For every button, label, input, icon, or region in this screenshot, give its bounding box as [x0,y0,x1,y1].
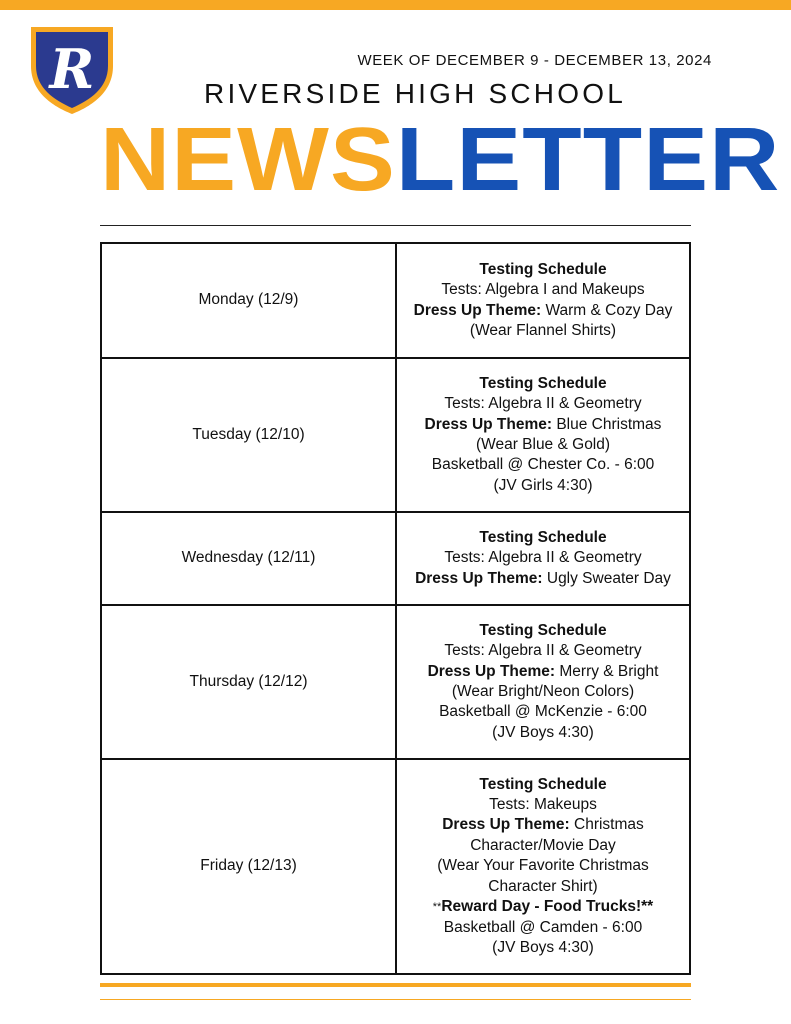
header-divider [100,225,691,226]
tests-text: Tests: Algebra II & Geometry [444,642,642,660]
top-gold-bar [0,0,791,10]
day-cell: Wednesday (12/11) [101,512,396,605]
theme-note: (Wear Your Favorite Christmas [437,857,649,875]
tests-text: Tests: Algebra I and Makeups [441,281,645,299]
event-note: (JV Boys 4:30) [492,938,594,956]
newsletter-masthead [100,110,780,210]
table-row [101,512,690,605]
theme-text: Blue Christmas [552,415,662,433]
info-cell [396,759,690,974]
theme-label: Dress Up Theme: [427,662,556,680]
theme-text: Merry & Bright [555,662,659,680]
masthead-letter: LETTER [395,110,781,210]
day-cell: Tuesday (12/10) [101,358,396,512]
theme-label: Dress Up Theme: [424,415,553,433]
table-row [101,358,690,512]
theme-text: Warm & Cozy Day [541,301,673,319]
day-cell: Monday (12/9) [101,243,396,358]
theme-label: Dress Up Theme: [413,301,542,319]
event-text: Basketball @ Camden - 6:00 [443,918,643,936]
reward-day-text: Reward Day - Food Trucks!** [441,898,654,916]
theme-text-line2: Character/Movie Day [470,836,616,854]
masthead-news: NEWS [100,110,396,210]
day-cell: Thursday (12/12) [101,605,396,759]
event-note: (JV Girls 4:30) [493,476,593,494]
table-row [101,243,690,358]
footer-gold-rule [100,983,691,987]
theme-note-line2: Character Shirt) [488,877,598,895]
testing-heading: Testing Schedule [479,528,607,546]
tests-text: Tests: Makeups [489,796,597,814]
tests-text: Tests: Algebra II & Geometry [444,395,642,413]
reward-prefix: ** [432,901,442,914]
week-of-dates: WEEK OF DECEMBER 9 - DECEMBER 13, 2024 [357,52,712,69]
testing-heading: Testing Schedule [479,775,607,793]
theme-text: Ugly Sweater Day [542,569,671,587]
theme-label: Dress Up Theme: [442,816,570,834]
testing-heading: Testing Schedule [479,374,607,392]
theme-label: Dress Up Theme: [415,569,543,587]
school-name: RIVERSIDE HIGH SCHOOL [204,78,626,109]
event-note: (JV Boys 4:30) [492,723,594,741]
footer-gold-thin-rule [100,999,691,1000]
event-text: Basketball @ McKenzie - 6:00 [439,703,647,721]
theme-note: (Wear Flannel Shirts) [469,321,617,339]
table-row [101,605,690,759]
theme-note: (Wear Blue & Gold) [475,436,611,453]
tests-text: Tests: Algebra II & Geometry [444,549,642,567]
event-text: Basketball @ Chester Co. - 6:00 [431,456,655,474]
testing-heading: Testing Schedule [479,621,607,639]
testing-heading: Testing Schedule [479,260,607,278]
info-cell [396,358,690,512]
info-cell [396,512,690,605]
table-row [101,759,690,974]
weekly-schedule-table [100,242,691,975]
info-cell [396,243,690,358]
theme-text: Christmas [569,816,644,834]
day-cell: Friday (12/13) [101,759,396,974]
theme-note: (Wear Bright/Neon Colors) [451,683,635,700]
info-cell [396,605,690,759]
crest-letter: R [49,37,95,101]
